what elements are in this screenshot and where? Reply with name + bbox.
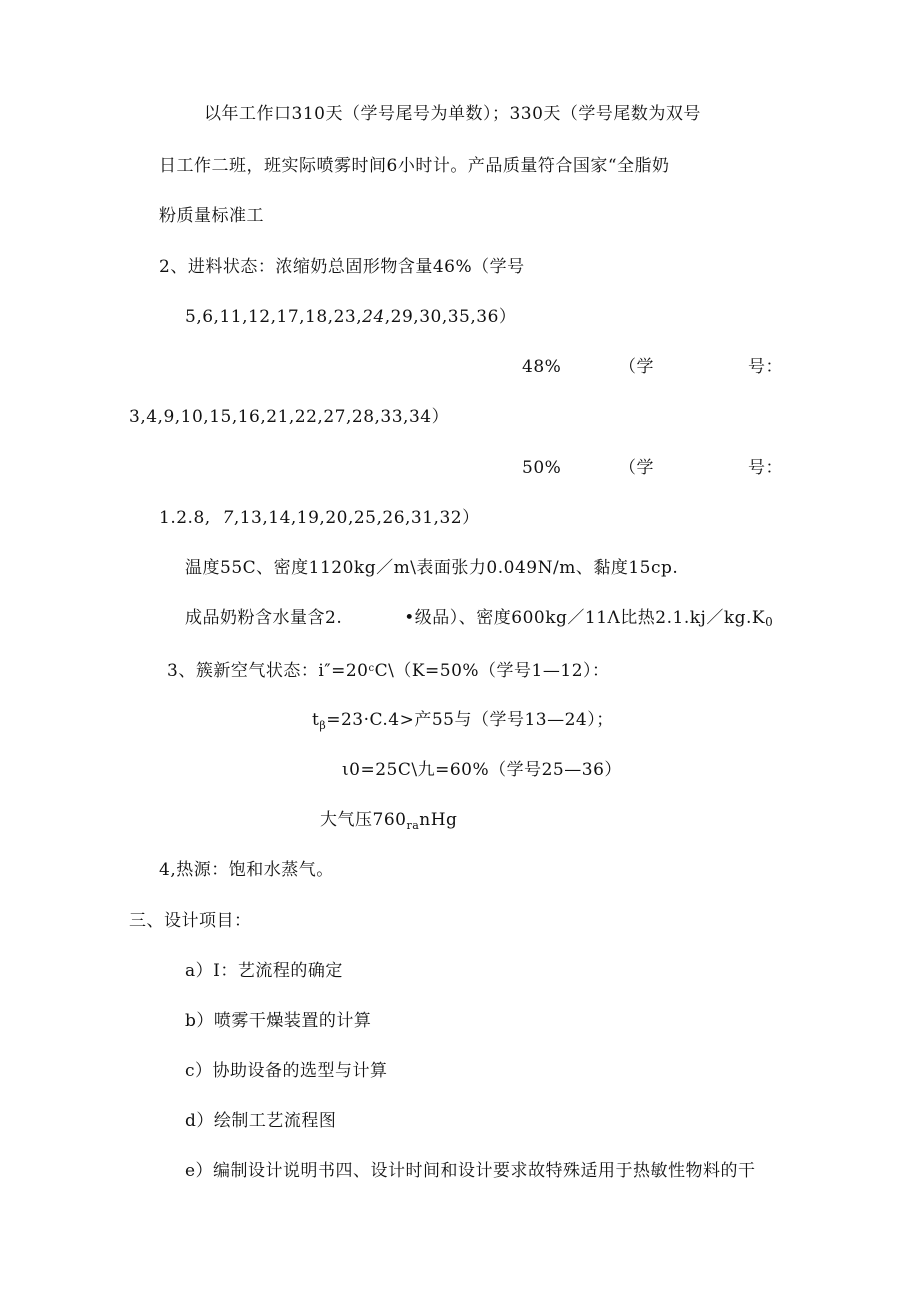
text-line-item-c: c）协助设备的选型与计算 [185, 1061, 388, 1081]
student-numbers-part-b: ,13,14,19,20,25,26,31,32） [233, 508, 480, 528]
text-line-student-label-50: （学 [619, 458, 654, 478]
text-line-item-a: a）I：艺流程的确定 [185, 961, 343, 981]
superscript-c: c [368, 663, 375, 674]
text-line-fresh-air-state [167, 658, 610, 682]
subscript-ra: ra [406, 819, 420, 832]
text-line-quality-standard: 粉质量标准工 [159, 206, 264, 226]
text-line-heat-source: 4,热源：饱和水蒸气。 [159, 860, 334, 880]
product-moisture: 成品奶粉含水量含2. [185, 608, 343, 628]
text-line-student-numbers-48: 3,4,9,10,15,16,21,22,27,28,33,34） [129, 407, 450, 427]
text-line-air-state-25-36: ι0=25C\九=60%（学号25—36） [342, 760, 622, 780]
text-line-number-label-48: 号： [748, 357, 783, 377]
text-line-atmospheric-pressure [320, 809, 457, 837]
text-line-work-days: 以年工作口310天（学号尾号为单数）；330天（学号尾数为双号 [204, 104, 701, 124]
air-t: t [312, 710, 320, 730]
subscript-beta: β [319, 719, 327, 732]
fresh-air-part-2: C\（K=50%（学号1—12）： [374, 661, 610, 681]
subscript-zero: 0 [765, 615, 774, 629]
text-line-product-properties [185, 607, 773, 633]
text-line-air-state-13-24 [312, 709, 614, 737]
student-number-7: 7 [222, 508, 234, 528]
text-line-student-numbers-50 [159, 507, 480, 529]
pressure-part-2: nHg [419, 810, 458, 830]
fresh-air-part-1: 3、簇新空气状态：i″=20 [167, 661, 369, 681]
text-line-percent-50: 50% [522, 458, 562, 478]
text-line-number-label-50: 号： [748, 458, 783, 478]
text-line-percent-48: 48% [522, 357, 562, 377]
text-line-item-b: b）喷雾干燥装置的计算 [185, 1011, 372, 1031]
text-line-item-d: d）绘制工艺流程图 [185, 1111, 337, 1131]
text-line-item-e: e）编制设计说明书四、设计时间和设计要求故特殊适用于热敏性物料的干 [185, 1161, 756, 1181]
product-density-heat: •级品）、密度600kg／11Λ比热2.1.kj／kg.K [404, 608, 766, 628]
text-line-design-items-heading: 三、设计项目： [129, 911, 252, 931]
student-numbers-part-a: 1.2.8, [159, 508, 211, 528]
student-number-24: 24 [362, 307, 385, 327]
text-line-feed-properties: 温度55C、密度1120kg／m\表面张力0.049N/m、黏度15cp. [185, 558, 679, 578]
student-numbers-part-1: 5,6,11,12,17,18,23, [185, 307, 363, 327]
text-line-student-numbers-46 [185, 306, 516, 328]
text-line-student-label-48: （学 [619, 357, 654, 377]
air-state-part: =23·C.4>产55与（学号13—24）； [326, 710, 614, 730]
student-numbers-part-2: ,29,30,35,36） [384, 307, 517, 327]
pressure-part-1: 大气压760 [320, 810, 407, 830]
text-line-shift-spray-time: 日工作二班，班实际喷雾时间6小时计。产品质量符合国家“全脂奶 [159, 156, 670, 176]
text-line-feed-state: 2、进料状态：浓缩奶总固形物含量46%（学号 [159, 257, 525, 277]
